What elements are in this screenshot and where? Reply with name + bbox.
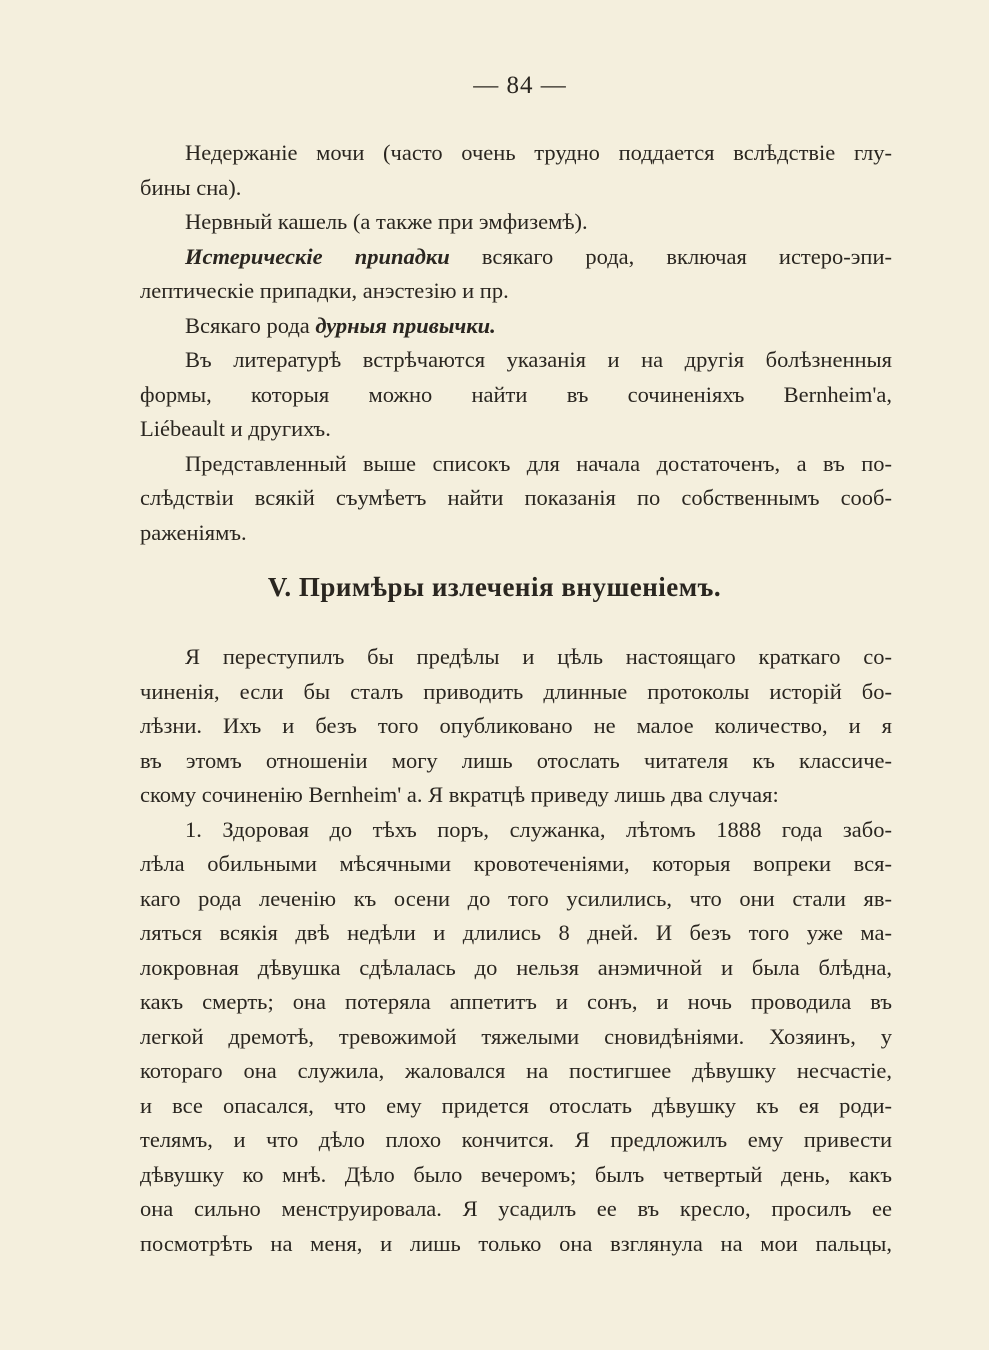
line-text: чиненія, если бы сталъ приводить длинные протоколы исторій бо-	[140, 678, 892, 704]
line-text: Liébeault и другихъ.	[140, 416, 331, 441]
line-text: формы, которыя можно найти въ сочиненіяхъ Bernheim'a,	[140, 381, 892, 407]
page-number: — 84 —	[473, 72, 567, 99]
line-text: Представленный выше списокъ для начала достаточенъ, а въ по-	[185, 450, 892, 476]
line-text: лѣла обильными мѣсячными кровотеченіями, которыя вопреки вся-	[140, 851, 892, 876]
line-text: она сильно менструировала. Я усадилъ ее въ кресло, просилъ ее	[140, 1196, 892, 1221]
emphasized-text: дурныя привычки.	[315, 312, 496, 338]
text-line	[140, 1123, 892, 1158]
line-text: Я переступилъ бы предѣлы и цѣль настоящаго краткаго со-	[185, 644, 892, 669]
line-text: всякаго рода, включая истеро-эпи-	[449, 243, 892, 269]
line-text: ляться всякія двѣ недѣли и длились 8 дней. И безъ того уже ма-	[140, 920, 892, 945]
text-line	[140, 516, 892, 551]
line-text: Нервный кашель (а также при эмфиземѣ).	[185, 209, 588, 234]
line-text: Недержаніе мочи (часто очень трудно поддается вслѣдствіе глу-	[185, 140, 892, 165]
line-text: телямъ, и что дѣло плохо кончится. Я предложилъ ему привести	[140, 1127, 892, 1152]
text-line	[140, 1158, 892, 1193]
line-text: Всякаго рода	[185, 312, 316, 338]
line-text: дѣвушку ко мнѣ. Дѣло было вечеромъ; былъ четвертый день, какъ	[140, 1161, 892, 1187]
text-line	[140, 778, 892, 813]
text-line	[140, 709, 892, 744]
section-heading: V. Примѣры излеченія внушеніемъ.	[267, 572, 722, 602]
text-line	[140, 309, 892, 344]
line-text: 1. Здоровая до тѣхъ поръ, служанка, лѣтомъ 1888 года забо-	[185, 816, 892, 842]
text-line	[140, 847, 892, 882]
line-text: скому сочиненію Bernheim' a. Я вкратцѣ приведу лишь два случая:	[140, 782, 779, 807]
line-text: легкой дремотѣ, тревожимой тяжелыми сновидѣніями. Хозяинъ, у	[140, 1023, 892, 1049]
text-line	[140, 1054, 892, 1089]
line-text: локровная дѣвушка сдѣлалась до нельзя анэмичной и была блѣдна,	[140, 954, 892, 980]
text-line	[140, 985, 892, 1020]
line-text: лѣзни. Ихъ и безъ того опубликовано не малое количество, и я	[140, 713, 892, 738]
text-line	[140, 916, 892, 951]
line-text: бины сна).	[140, 174, 242, 200]
line-text: каго рода леченію къ осени до того усилились, что они стали яв-	[140, 885, 892, 911]
text-block-conditions	[140, 136, 892, 550]
line-text: въ этомъ отношеніи могу лишь отослать читателя къ классиче-	[140, 747, 892, 773]
line-text: и все опасался, что ему придется отослать дѣвушку къ ея роди-	[140, 1092, 892, 1118]
line-text: слѣдствіи всякій съумѣетъ найти показанія по собственнымъ сооб-	[140, 485, 892, 510]
line-text: Въ литературѣ встрѣчаются указанія и на другія болѣзненныя	[185, 347, 892, 372]
text-line	[140, 171, 892, 206]
text-line	[140, 744, 892, 779]
line-text: посмотрѣть на меня, и лишь только она взглянула на мои пальцы,	[140, 1230, 892, 1256]
text-line	[140, 675, 892, 710]
text-line	[140, 447, 892, 482]
text-line	[140, 951, 892, 986]
text-line	[140, 205, 892, 240]
text-line	[140, 378, 892, 413]
text-line	[140, 882, 892, 917]
text-line	[140, 1192, 892, 1227]
emphasized-text: Истерическіе припадки	[185, 243, 450, 269]
line-text: какъ смерть; она потеряла аппетитъ и сонъ, и ночь проводила въ	[140, 989, 892, 1014]
text-line	[140, 813, 892, 848]
text-line	[140, 240, 892, 275]
line-text: котораго она служила, жаловался на постигшее дѣвушку несчастіе,	[140, 1058, 892, 1083]
text-line	[140, 640, 892, 675]
text-line	[140, 274, 892, 309]
text-line	[140, 412, 892, 447]
text-line	[140, 481, 892, 516]
text-line	[140, 343, 892, 378]
text-block-examples	[140, 640, 892, 1261]
line-text: раженіямъ.	[140, 519, 247, 545]
text-line	[140, 1227, 892, 1262]
text-line	[140, 1020, 892, 1055]
text-line	[140, 136, 892, 171]
text-line	[140, 1089, 892, 1124]
line-text: лептическіе припадки, анэстезію и пр.	[140, 278, 509, 303]
